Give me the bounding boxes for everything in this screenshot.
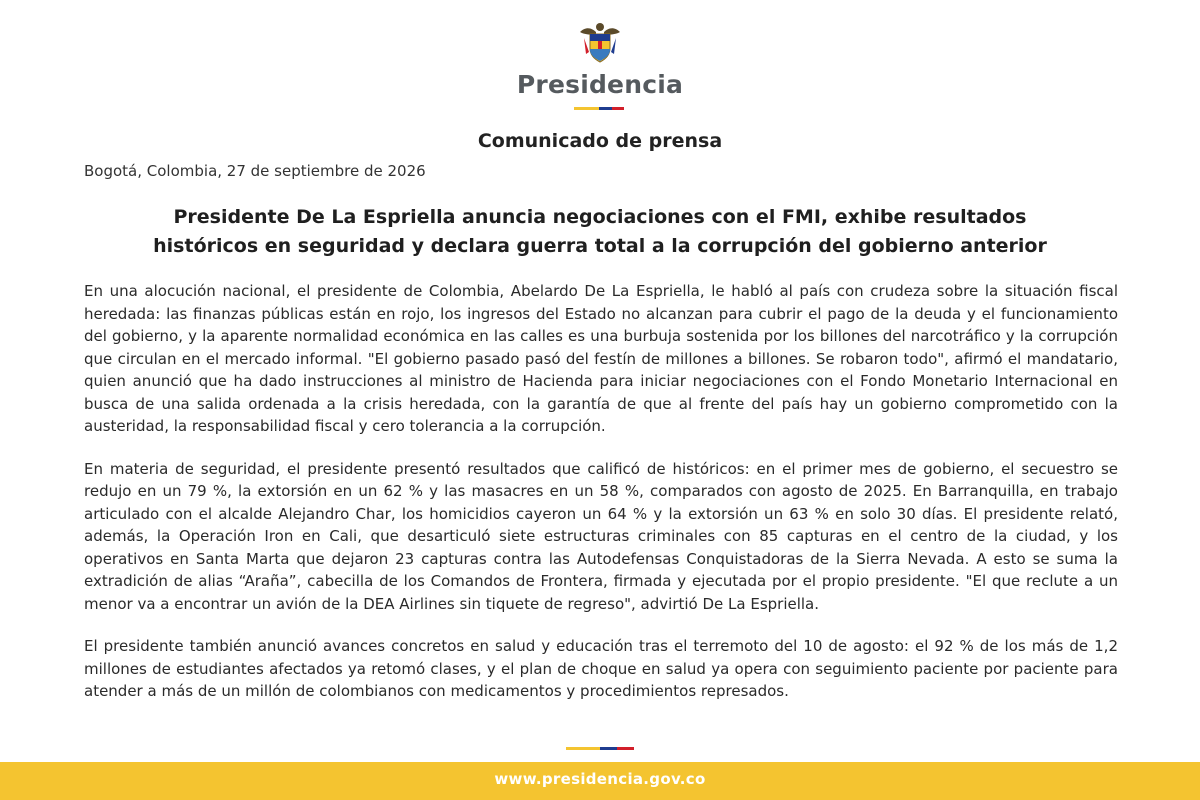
headline bbox=[110, 203, 1090, 261]
flag-red bbox=[617, 747, 634, 750]
flag-blue bbox=[599, 107, 612, 110]
coat-of-arms-icon bbox=[576, 18, 624, 66]
paragraph-security: En materia de seguridad, el presidente presentó resultados que calificó de históricos: en el primer mes de gobierno, el secuestro se redujo en un 79 %, la extorsión en un 62 % y las masacres en un 58 %, comparados con agosto de 2025. En Barranquilla, en trabajo articulado con el alcalde Alejandro Char, los homicidios cayeron un 64 % y la extorsión un 63 % en solo 30 días. El presidente relató, además, la Operación Iron en Cali, que desarticuló siete estructuras criminales con 85 capturas en el centro de la ciudad, y los operativos en Santa Marta que dejaron 23 capturas contra las Autodefensas Conquistadoras de la Sierra Nevada. A esto se suma la extradición de alias “Araña”, cabecilla de los Comandos de Frontera, firmada y ejecutada por el propio presidente. "El que reclute a un menor va a encontrar un avión de la DEA Airlines sin tiquete de regreso", advirtió De La Espriella. bbox=[84, 459, 1118, 613]
brand-name: Presidencia bbox=[516, 70, 684, 99]
flag-yellow bbox=[574, 107, 599, 110]
flag-yellow bbox=[566, 747, 600, 750]
paragraph-health-education: El presidente también anunció avances concretos en salud y educación tras el terremoto del 10 de agosto: el 92 % de los más de 1,2 millones de estudiantes afectados ya retomó clases, y el plan de choque en salud ya opera con seguimiento paciente por paciente para atender a más de un millón de colombianos con medicamentos y procedimientos represados. bbox=[84, 637, 1118, 700]
headline-line-2: históricos en seguridad y declara guerra total a la corrupción del gobierno anterior bbox=[153, 235, 1047, 257]
press-body bbox=[84, 280, 1118, 723]
flag-stripe-top bbox=[574, 107, 624, 110]
headline-line-1: Presidente De La Espriella anuncia negociaciones con el FMI, exhibe resultados bbox=[173, 206, 1027, 228]
footer-bar bbox=[0, 762, 1200, 800]
document-type-label: Comunicado de prensa bbox=[477, 130, 723, 152]
footer-website-link[interactable]: www.presidencia.gov.co bbox=[494, 770, 706, 788]
paragraph-fiscal: En una alocución nacional, el presidente de Colombia, Abelardo De La Espriella, le habló al país con crudeza sobre la situación fiscal heredada: las finanzas públicas están en rojo, los ingresos del Estado no alcanzan para cubrir el pago de la deuda y el funcionamiento del gobierno, y la aparente normalidad económica en las calles es una burbuja sostenida por los billones del narcotráfico y la corrupción que circulan en el mercado informal. "El gobierno pasado pasó del festín de millones a billones. Se robaron todo", afirmó el mandatario, quien anunció que ha dado instrucciones al ministro de Hacienda para iniciar negociaciones con el Fondo Monetario Internacional en busca de una salida ordenada a la crisis heredada, con la garantía de que al frente del país hay un gobierno comprometido con la austeridad, la responsabilidad fiscal y cero tolerancia a la corrupción. bbox=[84, 282, 1118, 435]
letterhead bbox=[0, 0, 1200, 120]
flag-blue bbox=[600, 747, 617, 750]
flag-stripe-bottom bbox=[566, 747, 634, 750]
flag-red bbox=[612, 107, 625, 110]
dateline: Bogotá, Colombia, 27 de septiembre de 2026 bbox=[84, 162, 426, 180]
